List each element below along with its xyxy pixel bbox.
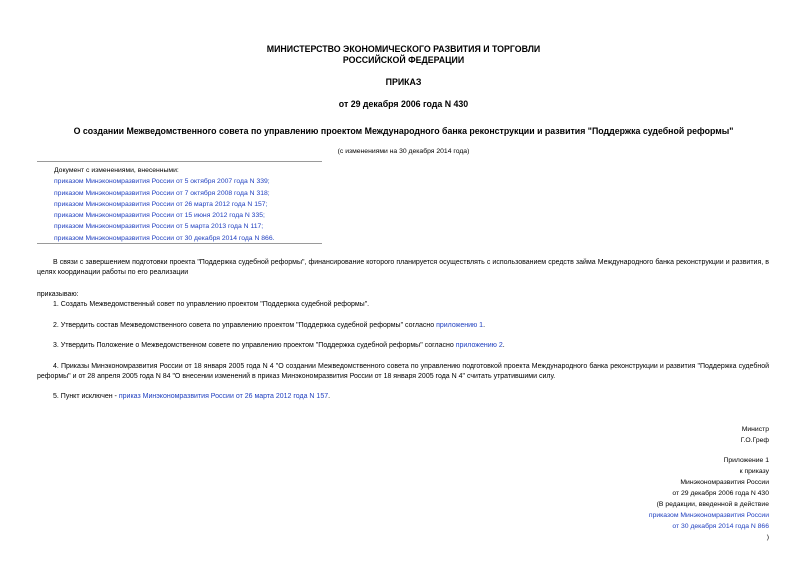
order-item-4: 4. Приказы Минэкономразвития России от 18 января 2005 года N 4 "О создании Межведомственного совета по управлению подготовкой проекта Международного банка реконструкции и развития "Поддержка судебной реформы" и от 28 апреля 2005 года N 84 "О внесении изменений в приказ Минэкономразвития России от 18 января 2005 года N 4" считать утратившими силу. [37, 363, 769, 380]
order-157-link[interactable]: приказ Минэкономразвития России от 26 марта 2012 года N 157 [118, 393, 329, 400]
change-link-6[interactable]: приказом Минэкономразвития России от 30 декабря 2014 года N 866. [54, 234, 275, 242]
appendix-line-1: Приложение 1 [723, 457, 769, 464]
appendix-line-3: Минэкономразвития России [680, 479, 769, 486]
order-date: от 29 декабря 2006 года N 430 [338, 99, 469, 109]
changes-bottom-rule [37, 243, 322, 244]
appendix-line-end: ) [766, 534, 769, 541]
changes-intro: Документ с изменениями, внесенными: [54, 167, 179, 174]
signature-position: Министр [741, 426, 769, 433]
document-title: О создании Межведомственного совета по управлению проектом Международного банка реконструкции и развития "Поддержка судебной реформы" [73, 126, 734, 136]
order-item-3 [37, 341, 769, 351]
ministry-line-1: МИНИСТЕРСТВО ЭКОНОМИЧЕСКОГО РАЗВИТИЯ И ТОРГОВЛИ [266, 44, 541, 54]
appendix-2-link[interactable]: приложению 2 [455, 342, 503, 349]
change-link-5[interactable]: приказом Минэкономразвития России от 5 марта 2013 года N 117; [54, 223, 264, 231]
change-link-1[interactable]: приказом Минэкономразвития России от 5 октября 2007 года N 339; [54, 178, 270, 186]
change-link-2[interactable]: приказом Минэкономразвития России от 7 октября 2008 года N 318; [54, 189, 270, 197]
appendix-1-link[interactable]: приложению 1 [436, 322, 484, 329]
appendix-heading [649, 455, 769, 543]
order-item-2 [37, 321, 769, 331]
preamble-paragraph: В связи с завершением подготовки проекта "Поддержка судебной реформы", финансирование которого планируется осуществлять с использованием средств займа Международного банка реконструкции и развития, в целях координации работы по его реализации [37, 259, 769, 276]
change-link-3[interactable]: приказом Минэкономразвития России от 26 марта 2012 года N 157; [54, 200, 268, 208]
order-item-1: 1. Создать Межведомственный совет по управлению проектом "Поддержка судебной реформы". [53, 301, 370, 308]
order-word: приказываю: [37, 291, 79, 298]
order-item-5-end: . [328, 393, 331, 400]
signature-block [741, 424, 769, 446]
appendix-amend-link-2[interactable]: от 30 декабря 2014 года N 866 [672, 523, 769, 530]
order-item-3-end: . [502, 342, 505, 349]
appendix-amend-link-1[interactable]: приказом Минэкономразвития России [648, 512, 769, 519]
appendix-line-5: (В редакции, введенной в действие [656, 501, 769, 508]
changes-top-rule [37, 161, 322, 162]
ministry-line-2: РОССИЙСКОЙ ФЕДЕРАЦИИ [342, 55, 465, 65]
appendix-line-4: от 29 декабря 2006 года N 430 [672, 490, 769, 497]
changes-block [54, 165, 275, 244]
order-item-5-text: 5. Пункт исключен - [53, 393, 119, 400]
signature-name: Г.О.Греф [740, 437, 769, 444]
order-item-5 [37, 392, 769, 402]
appendix-line-2: к приказу [739, 468, 769, 475]
order-item-2-end: . [483, 322, 486, 329]
order-label: ПРИКАЗ [385, 77, 422, 87]
ministry-heading [0, 44, 807, 66]
revision-note: (с изменениями на 30 декабря 2014 года) [337, 148, 470, 155]
change-link-4[interactable]: приказом Минэкономразвития России от 15 июня 2012 года N 335; [54, 212, 265, 220]
order-item-3-text: 3. Утвердить Положение о Межведомственном совете по управлению проектом "Поддержка судебной реформы" согласно [53, 342, 456, 349]
order-item-2-text: 2. Утвердить состав Межведомственного совета по управлению проектом "Поддержка судебной реформы" согласно [53, 322, 437, 329]
